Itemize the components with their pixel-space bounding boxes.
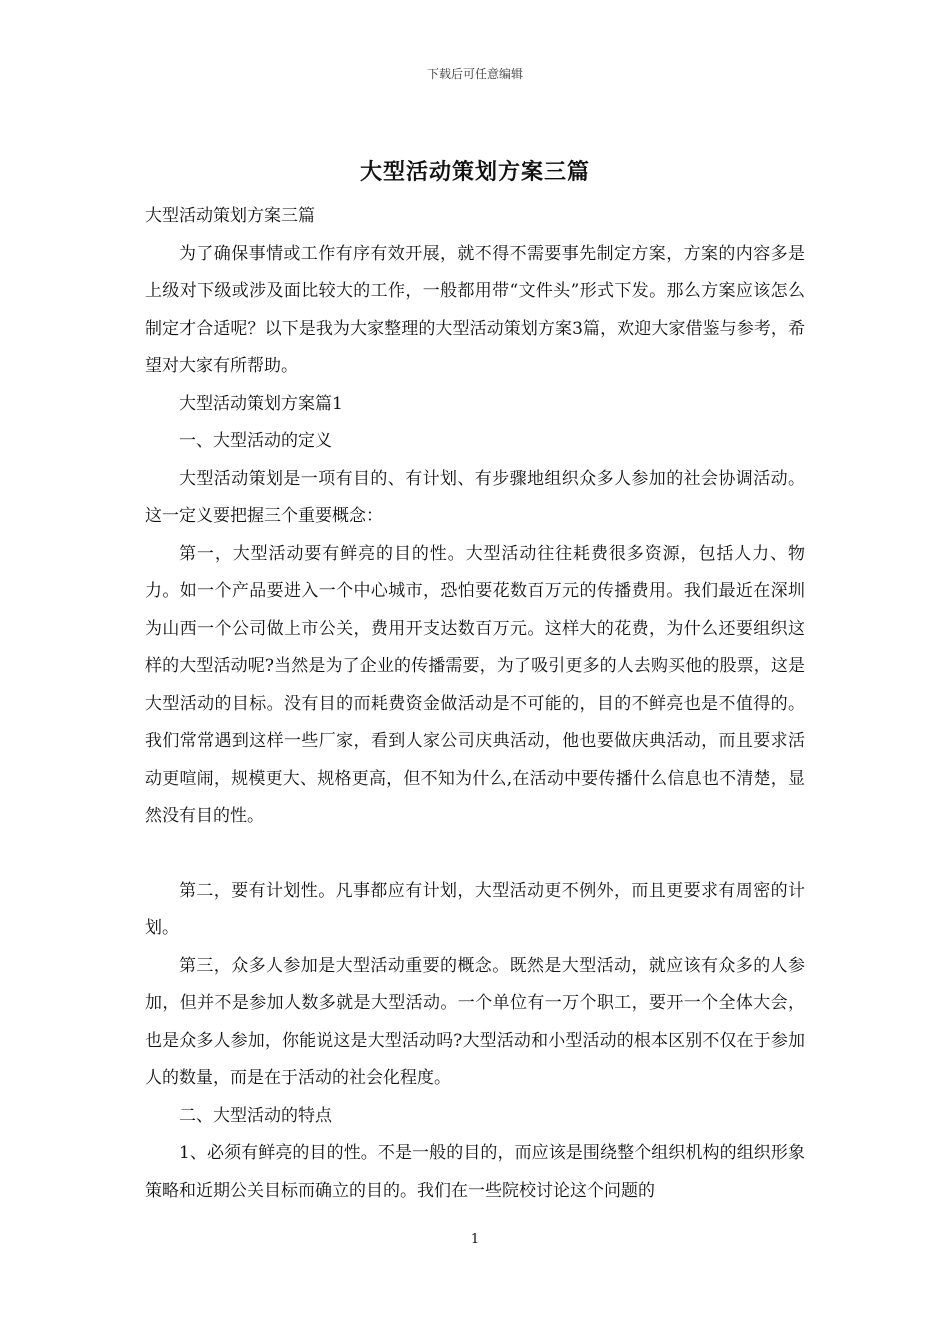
third-point-paragraph: 第三，众多人参加是大型活动重要的概念。既然是大型活动，就应该有众多的人参加，但并不是参加人数多就是大型活动。一个单位有一万个职工，要开一个全体大会，也是众多人参加，你能说这是大型活动吗?大型活动和小型活动的根本区别不仅在于参加人的数量，而是在于活动的社会化程度。 bbox=[145, 955, 805, 1088]
document-title: 大型活动策划方案三篇 bbox=[359, 159, 590, 185]
page-number: 1 bbox=[470, 1232, 480, 1247]
subtitle-line: 大型活动策划方案三篇 bbox=[145, 206, 315, 226]
section-heading-plan-1: 大型活动策划方案篇1 bbox=[179, 393, 343, 414]
intro-paragraph: 为了确保事情或工作有序有效开展，就不得不需要事先制定方案，方案的内容多是上级对下级或涉及面比较大的工作，一般都用带“文件头”形式下发。那么方案应该怎么制定才合适呢？以下是我为大家整理的大型活动策划方案3篇，欢迎大家借鉴与参考，希望对大家有所帮助。 bbox=[145, 243, 805, 376]
section-heading-definition: 一、大型活动的定义 bbox=[179, 431, 332, 451]
section-heading-features: 二、大型活动的特点 bbox=[179, 1105, 332, 1126]
page-header-note: 下载后可任意编辑 bbox=[426, 67, 523, 81]
second-point-paragraph: 第二，要有计划性。凡事都应有计划，大型活动更不例外，而且更要求有周密的计划。 bbox=[145, 880, 805, 938]
document-body bbox=[145, 198, 805, 1210]
first-point-paragraph: 第一，大型活动要有鲜亮的目的性。大型活动往往耗费很多资源，包括人力、物力。如一个产品要进入一个中心城市，恐怕要花数百万元的传播费用。我们最近在深圳为山西一个公司做上市公关，费用开支达数百万元。这样大的花费，为什么还要组织这样的大型活动呢?当然是为了企业的传播需要，为了吸引更多的人去购买他的股票，这是大型活动的目标。没有目的而耗费资金做活动是不可能的，目的不鲜亮也是不值得的。我们常常遇到这样一些厂家，看到人家公司庆典活动，他也要做庆典活动，而且要求活动更喧闹，规模更大、规格更高，但不知为什么,在活动中要传播什么信息也不清楚，显然没有目的性。 bbox=[145, 543, 805, 826]
definition-paragraph: 大型活动策划是一项有目的、有计划、有步骤地组织众多人参加的社会协调活动。这一定义要把握三个重要概念： bbox=[145, 468, 805, 526]
feature-1-paragraph: 1、必须有鲜亮的目的性。不是一般的目的，而应该是围绕整个组织机构的组织形象策略和近期公关目标而确立的目的。我们在一些院校讨论这个问题的 bbox=[145, 1143, 805, 1201]
